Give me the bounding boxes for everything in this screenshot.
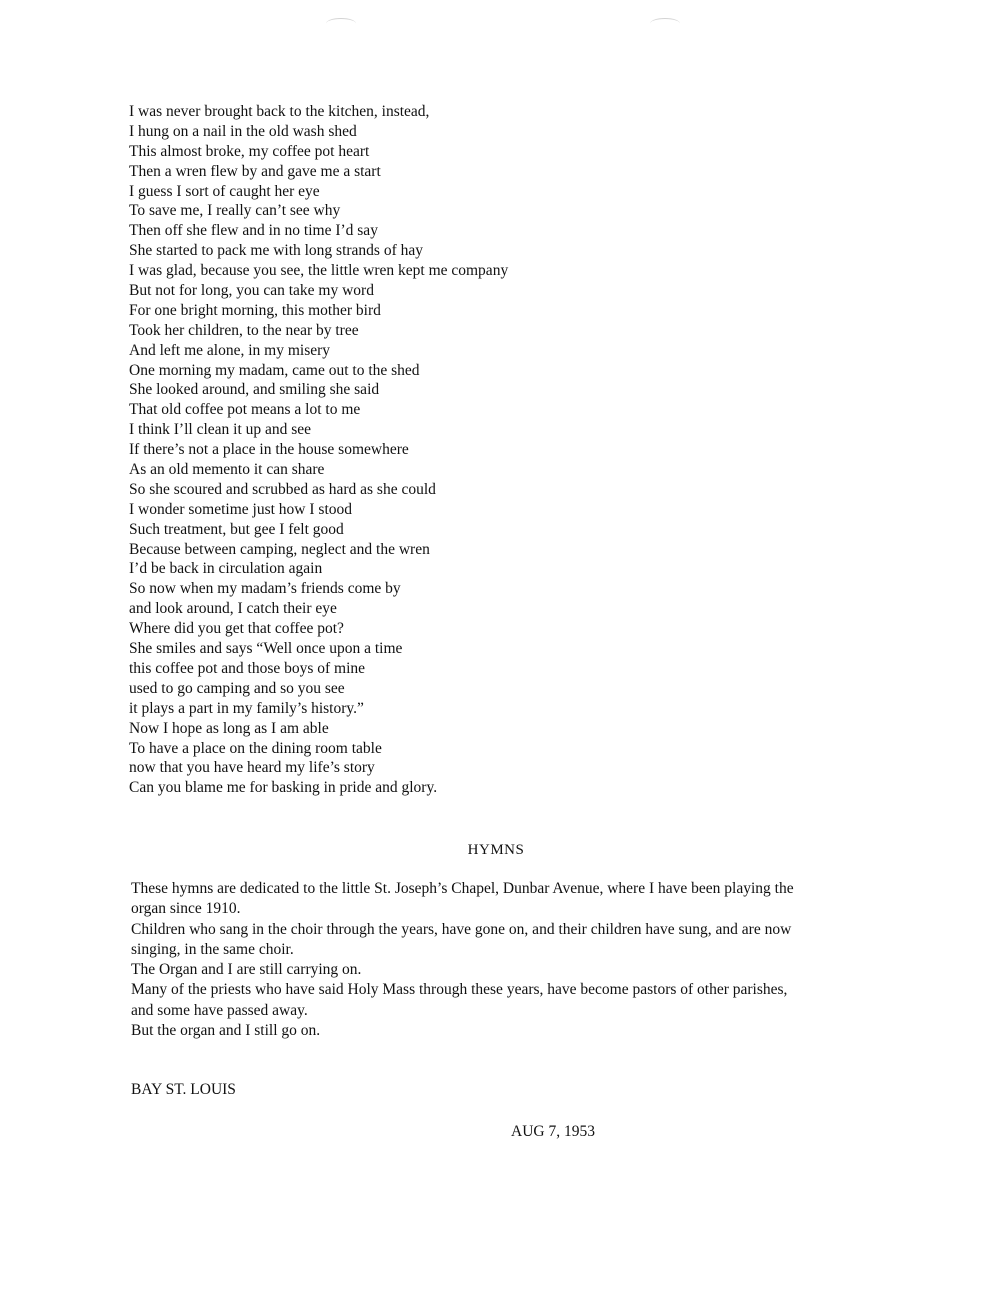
poem-line: This almost broke, my coffee pot heart	[129, 142, 370, 160]
poem-line: Took her children, to the near by tree	[129, 321, 359, 339]
dedication-line: The Organ and I are still carrying on.	[131, 961, 362, 979]
poem-line: As an old memento it can share	[129, 461, 325, 479]
poem-line: Because between camping, neglect and the wren	[129, 540, 430, 558]
hymns-heading: HYMNS	[467, 842, 525, 858]
hymns-dedication	[131, 879, 871, 1041]
dedication-line: organ since 1910.	[131, 900, 241, 918]
poem-line: I was glad, because you see, the little wren kept me company	[129, 262, 509, 280]
poem-line: But not for long, you can take my word	[129, 282, 374, 300]
poem-line: Now I hope as long as I am able	[129, 719, 329, 737]
poem-line: this coffee pot and those boys of mine	[129, 659, 366, 677]
poem-line: So now when my madam’s friends come by	[129, 580, 401, 598]
dedication-line: But the organ and I still go on.	[131, 1022, 321, 1040]
dedication-line: These hymns are dedicated to the little St. Joseph’s Chapel, Dunbar Avenue, where I have been playing the	[131, 880, 794, 897]
poem-line: I was never brought back to the kitchen, instead,	[129, 103, 430, 120]
dedication-line: Children who sang in the choir through the years, have gone on, and their children have sung, and are now	[131, 920, 792, 938]
poem-line: I hung on a nail in the old wash shed	[129, 122, 357, 140]
poem-line: For one bright morning, this mother bird	[129, 301, 381, 319]
poem-line: Then a wren flew by and gave me a start	[129, 162, 381, 180]
poem-line: Can you blame me for basking in pride and glory.	[129, 779, 438, 797]
poem-line: Then off she flew and in no time I’d say	[129, 222, 378, 240]
dedication-line: and some have passed away.	[131, 1001, 308, 1019]
poem-line: I think I’ll clean it up and see	[129, 421, 312, 439]
poem-line: If there’s not a place in the house somewhere	[129, 441, 409, 459]
poem-line: She started to pack me with long strands of hay	[129, 242, 424, 260]
poem-line: And left me alone, in my misery	[129, 341, 331, 359]
poem-line: She smiles and says “Well once upon a time	[129, 640, 403, 658]
poem-line: So she scoured and scrubbed as hard as she could	[129, 480, 436, 498]
poem-text	[129, 102, 889, 798]
poem-line: I guess I sort of caught her eye	[129, 182, 320, 200]
poem-line: and look around, I catch their eye	[129, 600, 337, 618]
poem-line: now that you have heard my life’s story	[129, 759, 375, 777]
punch-hole-mark	[326, 18, 356, 29]
poem-line: used to go camping and so you see	[129, 679, 345, 697]
place-name: BAY ST. LOUIS	[131, 1081, 236, 1098]
poem-line: She looked around, and smiling she said	[129, 381, 380, 399]
poem-line: To have a place on the dining room table	[129, 739, 382, 757]
poem-line: That old coffee pot means a lot to me	[129, 401, 361, 419]
dedication-line: singing, in the same choir.	[131, 940, 294, 958]
dedication-line: Many of the priests who have said Holy Mass through these years, have become pastors of other parishes,	[131, 981, 788, 999]
punch-hole-mark	[650, 18, 680, 29]
document-date: AUG 7, 1953	[511, 1123, 595, 1140]
poem-line: Such treatment, but gee I felt good	[129, 520, 344, 538]
poem-line: Where did you get that coffee pot?	[129, 620, 344, 638]
poem-line: One morning my madam, came out to the shed	[129, 361, 420, 379]
poem-line: I wonder sometime just how I stood	[129, 500, 353, 518]
poem-line: I’d be back in circulation again	[129, 560, 323, 578]
poem-line: it plays a part in my family’s history.”	[129, 699, 364, 717]
poem-line: To save me, I really can’t see why	[129, 202, 341, 220]
